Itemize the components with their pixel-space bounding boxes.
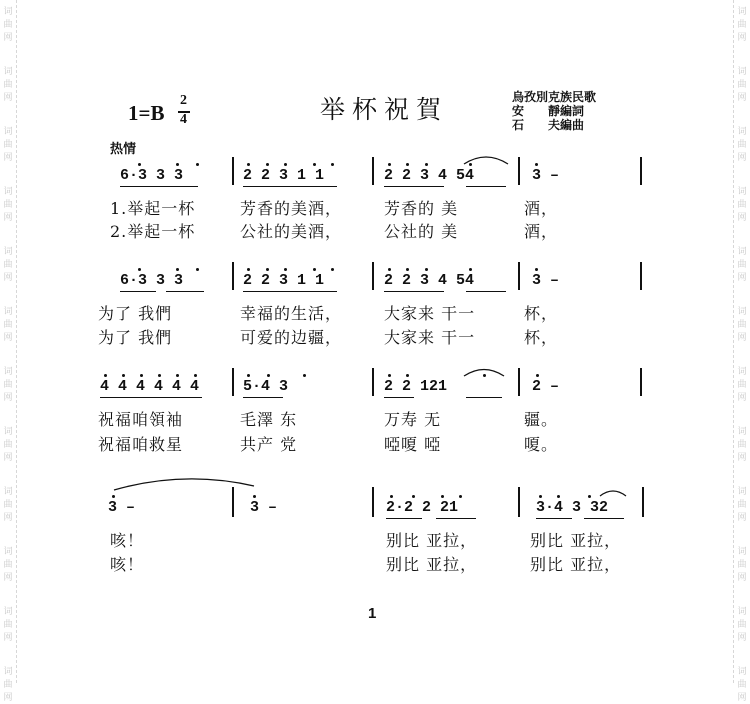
beam-underline [384, 397, 414, 398]
watermark-glyph: 曲 [737, 620, 747, 630]
octave-dot [406, 268, 409, 271]
slur [598, 486, 628, 498]
watermark-glyph: 曲 [737, 80, 747, 90]
watermark-glyph: 曲 [3, 620, 13, 630]
lyric-verse2-m2: 共产 党 [240, 435, 298, 454]
octave-dot [247, 374, 250, 377]
barline [640, 157, 642, 185]
lyric-verse2-m4: 别比 亚拉， [530, 555, 622, 574]
watermark-glyph: 曲 [3, 560, 13, 570]
octave-dot [196, 163, 199, 166]
beam-underline [243, 186, 337, 187]
watermark-glyph: 词 [3, 247, 13, 257]
octave-dot [284, 163, 287, 166]
barline [518, 487, 520, 517]
octave-dot [284, 268, 287, 271]
watermark-glyph: 曲 [3, 380, 13, 390]
watermark-glyph: 网 [3, 33, 13, 43]
beam-underline [166, 291, 204, 292]
time-signature-top: 2 [180, 93, 187, 108]
lyric-verse2-m1: 为了 我們 [98, 328, 173, 347]
watermark-glyph: 词 [3, 607, 13, 617]
measure-2-notes: 5·4 3 [243, 378, 289, 395]
watermark-glyph: 曲 [3, 140, 13, 150]
watermark-glyph: 词 [737, 7, 747, 17]
lyric-verse1-m1: 1.举起一杯 [110, 199, 196, 218]
octave-dot [425, 163, 428, 166]
lyric-verse1-m3: 别比 亚拉， [386, 531, 478, 550]
barline [518, 368, 520, 396]
watermark-glyph: 词 [3, 667, 13, 677]
lyric-verse2-m1: 咳！ [110, 555, 145, 574]
lyric-verse1-m2: 芳香的美酒， [240, 199, 343, 218]
octave-dot [469, 268, 472, 271]
barline [518, 262, 520, 290]
octave-dot [158, 374, 161, 377]
octave-dot [406, 374, 409, 377]
lyric-verse1-m2: 毛澤 东 [240, 410, 298, 429]
lyric-verse1-m1: 祝福咱領袖 [98, 410, 184, 429]
octave-dot [459, 495, 462, 498]
watermark-glyph: 曲 [3, 680, 13, 690]
barline [232, 368, 234, 396]
lyric-verse1-m3: 万寿 无 [384, 410, 442, 429]
watermark-glyph: 词 [737, 427, 747, 437]
watermark-glyph: 网 [3, 153, 13, 163]
watermark-glyph: 曲 [737, 260, 747, 270]
watermark-glyph: 网 [3, 213, 13, 223]
lyric-verse2-m3: 大家来 干一 [384, 328, 476, 347]
octave-dot [122, 374, 125, 377]
watermark-glyph: 词 [3, 487, 13, 497]
watermark-glyph: 词 [737, 607, 747, 617]
octave-dot [266, 268, 269, 271]
measure-3-notes: 2 2 3 4 54 [384, 167, 475, 184]
barline [640, 262, 642, 290]
lyric-verse1-m4: 别比 亚拉， [530, 531, 622, 550]
watermark-glyph: 曲 [737, 20, 747, 30]
watermark-glyph: 网 [737, 33, 747, 43]
watermark-glyph: 曲 [3, 80, 13, 90]
beam-underline [384, 186, 444, 187]
octave-dot [138, 268, 141, 271]
watermark-glyph: 曲 [737, 200, 747, 210]
watermark-glyph: 词 [737, 667, 747, 677]
octave-dot [313, 163, 316, 166]
octave-dot [247, 268, 250, 271]
octave-dot [266, 163, 269, 166]
watermark-glyph: 词 [3, 67, 13, 77]
watermark-glyph: 网 [737, 393, 747, 403]
watermark-glyph: 词 [3, 127, 13, 137]
watermark-glyph: 曲 [737, 440, 747, 450]
credit-lyricist: 安 靜編詞 [512, 104, 585, 118]
watermark-glyph: 曲 [737, 680, 747, 690]
octave-dot [557, 495, 560, 498]
barline [372, 487, 374, 517]
lyric-verse1-m4: 酒， [524, 199, 559, 218]
lyric-verse2-m4: 杯， [524, 328, 559, 347]
octave-dot [535, 268, 538, 271]
watermark-glyph: 曲 [737, 500, 747, 510]
octave-dot [194, 374, 197, 377]
octave-dot [176, 374, 179, 377]
page-number: 1 [368, 605, 377, 622]
octave-dot [483, 374, 486, 377]
barline [372, 157, 374, 185]
beam-underline [120, 291, 156, 292]
octave-dot [406, 163, 409, 166]
beam-underline [384, 291, 444, 292]
lyric-verse2-m2: 公社的美酒， [240, 222, 343, 241]
octave-dot [140, 374, 143, 377]
watermark-glyph: 网 [3, 93, 13, 103]
octave-dot [247, 163, 250, 166]
barline [640, 368, 642, 396]
octave-dot [176, 268, 179, 271]
lyric-verse1-m1: 咳！ [110, 531, 145, 550]
measure-2-notes: 2 2 3 1 1 [243, 272, 325, 289]
watermark-glyph: 曲 [3, 260, 13, 270]
octave-dot [588, 495, 591, 498]
measure-2-notes: 3 – [250, 499, 278, 516]
measure-2-notes: 2 2 3 1 1 [243, 167, 325, 184]
beam-underline [243, 397, 283, 398]
beam-underline [536, 518, 572, 519]
watermark-glyph: 词 [3, 307, 13, 317]
octave-dot [253, 495, 256, 498]
watermark-glyph: 网 [3, 393, 13, 403]
measure-3-notes: 2 2 3 4 54 [384, 272, 475, 289]
octave-dot [267, 374, 270, 377]
lyric-verse2-m3: 公社的 美 [384, 222, 459, 241]
lyric-verse2-m2: 可爱的边疆， [240, 328, 343, 347]
watermark-glyph: 网 [737, 153, 747, 163]
barline [232, 262, 234, 290]
watermark-glyph: 网 [737, 93, 747, 103]
watermark-glyph: 词 [3, 187, 13, 197]
beam-underline [584, 518, 624, 519]
watermark-glyph: 网 [3, 273, 13, 283]
watermark-left [0, 0, 17, 703]
octave-dot [539, 495, 542, 498]
watermark-right [733, 0, 750, 703]
beam-underline [120, 186, 198, 187]
measure-1-notes: 3 – [108, 499, 136, 516]
lyric-verse1-m2: 幸福的生活， [240, 304, 343, 323]
watermark-glyph: 网 [737, 693, 747, 703]
measure-3-notes: 2·2 2 21 [386, 499, 459, 516]
measure-4-notes: 2 – [532, 378, 560, 395]
octave-dot [469, 163, 472, 166]
watermark-glyph: 曲 [3, 320, 13, 330]
watermark-glyph: 曲 [737, 140, 747, 150]
octave-dot [196, 268, 199, 271]
lyric-verse2-m4: 嗄。 [524, 435, 559, 454]
beam-underline [100, 397, 202, 398]
watermark-glyph: 词 [3, 367, 13, 377]
octave-dot [388, 163, 391, 166]
octave-dot [425, 268, 428, 271]
measure-3-notes: 2 2 121 [384, 378, 448, 395]
watermark-glyph: 曲 [737, 380, 747, 390]
octave-dot [390, 495, 393, 498]
barline [372, 262, 374, 290]
beam-underline [466, 291, 506, 292]
measure-4-notes: 3 – [532, 272, 560, 289]
tempo-marking: 热情 [110, 142, 137, 157]
watermark-glyph: 词 [3, 427, 13, 437]
octave-dot [388, 268, 391, 271]
watermark-glyph: 词 [3, 547, 13, 557]
lyric-verse2-m1: 2.举起一杯 [110, 222, 196, 241]
watermark-glyph: 词 [737, 247, 747, 257]
time-signature-bottom: 4 [180, 112, 187, 127]
octave-dot [112, 495, 115, 498]
lyric-verse1-m3: 芳香的 美 [384, 199, 459, 218]
tie [110, 470, 258, 492]
octave-dot [536, 374, 539, 377]
watermark-glyph: 曲 [737, 320, 747, 330]
watermark-glyph: 词 [737, 67, 747, 77]
lyric-verse1-m1: 为了 我們 [98, 304, 173, 323]
lyric-verse2-m3: 啞嗄 啞 [384, 435, 442, 454]
watermark-glyph: 曲 [3, 20, 13, 30]
watermark-glyph: 网 [3, 693, 13, 703]
lyric-verse2-m1: 祝福咱救星 [98, 435, 184, 454]
octave-dot [176, 163, 179, 166]
watermark-glyph: 词 [737, 187, 747, 197]
octave-dot [138, 163, 141, 166]
watermark-glyph: 词 [737, 307, 747, 317]
beam-underline [466, 186, 506, 187]
measure-1-notes: 6·3 3 3 [120, 272, 184, 289]
measure-4-notes: 3·4 3 32 [536, 499, 609, 516]
watermark-glyph: 网 [3, 573, 13, 583]
watermark-glyph: 网 [3, 633, 13, 643]
measure-1-notes: 4 4 4 4 4 4 [100, 378, 200, 395]
octave-dot [104, 374, 107, 377]
beam-underline [466, 397, 502, 398]
watermark-glyph: 网 [3, 513, 13, 523]
watermark-glyph: 网 [737, 213, 747, 223]
barline [518, 157, 520, 185]
watermark-glyph: 曲 [3, 200, 13, 210]
barline [232, 157, 234, 185]
watermark-glyph: 曲 [3, 440, 13, 450]
measure-4-notes: 3 – [532, 167, 560, 184]
octave-dot [303, 374, 306, 377]
octave-dot [535, 163, 538, 166]
lyric-verse1-m3: 大家来 干一 [384, 304, 476, 323]
credit-composer: 石 夫編曲 [512, 118, 585, 132]
lyric-verse2-m3: 别比 亚拉， [386, 555, 478, 574]
octave-dot [331, 163, 334, 166]
octave-dot [388, 374, 391, 377]
octave-dot [331, 268, 334, 271]
watermark-glyph: 网 [3, 333, 13, 343]
watermark-glyph: 网 [737, 573, 747, 583]
barline [372, 368, 374, 396]
watermark-glyph: 网 [737, 273, 747, 283]
lyric-verse1-m4: 杯， [524, 304, 559, 323]
watermark-glyph: 词 [737, 127, 747, 137]
watermark-glyph: 网 [737, 633, 747, 643]
watermark-glyph: 曲 [3, 500, 13, 510]
watermark-glyph: 网 [737, 513, 747, 523]
credit-folk-song: 烏孜別克族民歌 [512, 90, 597, 104]
beam-underline [386, 518, 422, 519]
barline [232, 487, 234, 517]
barline [642, 487, 644, 517]
beam-underline [243, 291, 337, 292]
lyric-verse1-m4: 疆。 [524, 410, 559, 429]
watermark-glyph: 网 [737, 453, 747, 463]
watermark-glyph: 词 [737, 487, 747, 497]
key-signature: 1=B [128, 101, 165, 125]
watermark-glyph: 词 [737, 547, 747, 557]
watermark-glyph: 网 [737, 333, 747, 343]
watermark-glyph: 词 [737, 367, 747, 377]
octave-dot [441, 495, 444, 498]
watermark-glyph: 曲 [737, 560, 747, 570]
watermark-glyph: 网 [3, 453, 13, 463]
lyric-verse2-m4: 酒， [524, 222, 559, 241]
octave-dot [313, 268, 316, 271]
song-title: 举杯祝賀 [320, 95, 449, 124]
octave-dot [412, 495, 415, 498]
watermark-glyph: 词 [3, 7, 13, 17]
measure-1-notes: 6·3 3 3 [120, 167, 184, 184]
beam-underline [436, 518, 476, 519]
